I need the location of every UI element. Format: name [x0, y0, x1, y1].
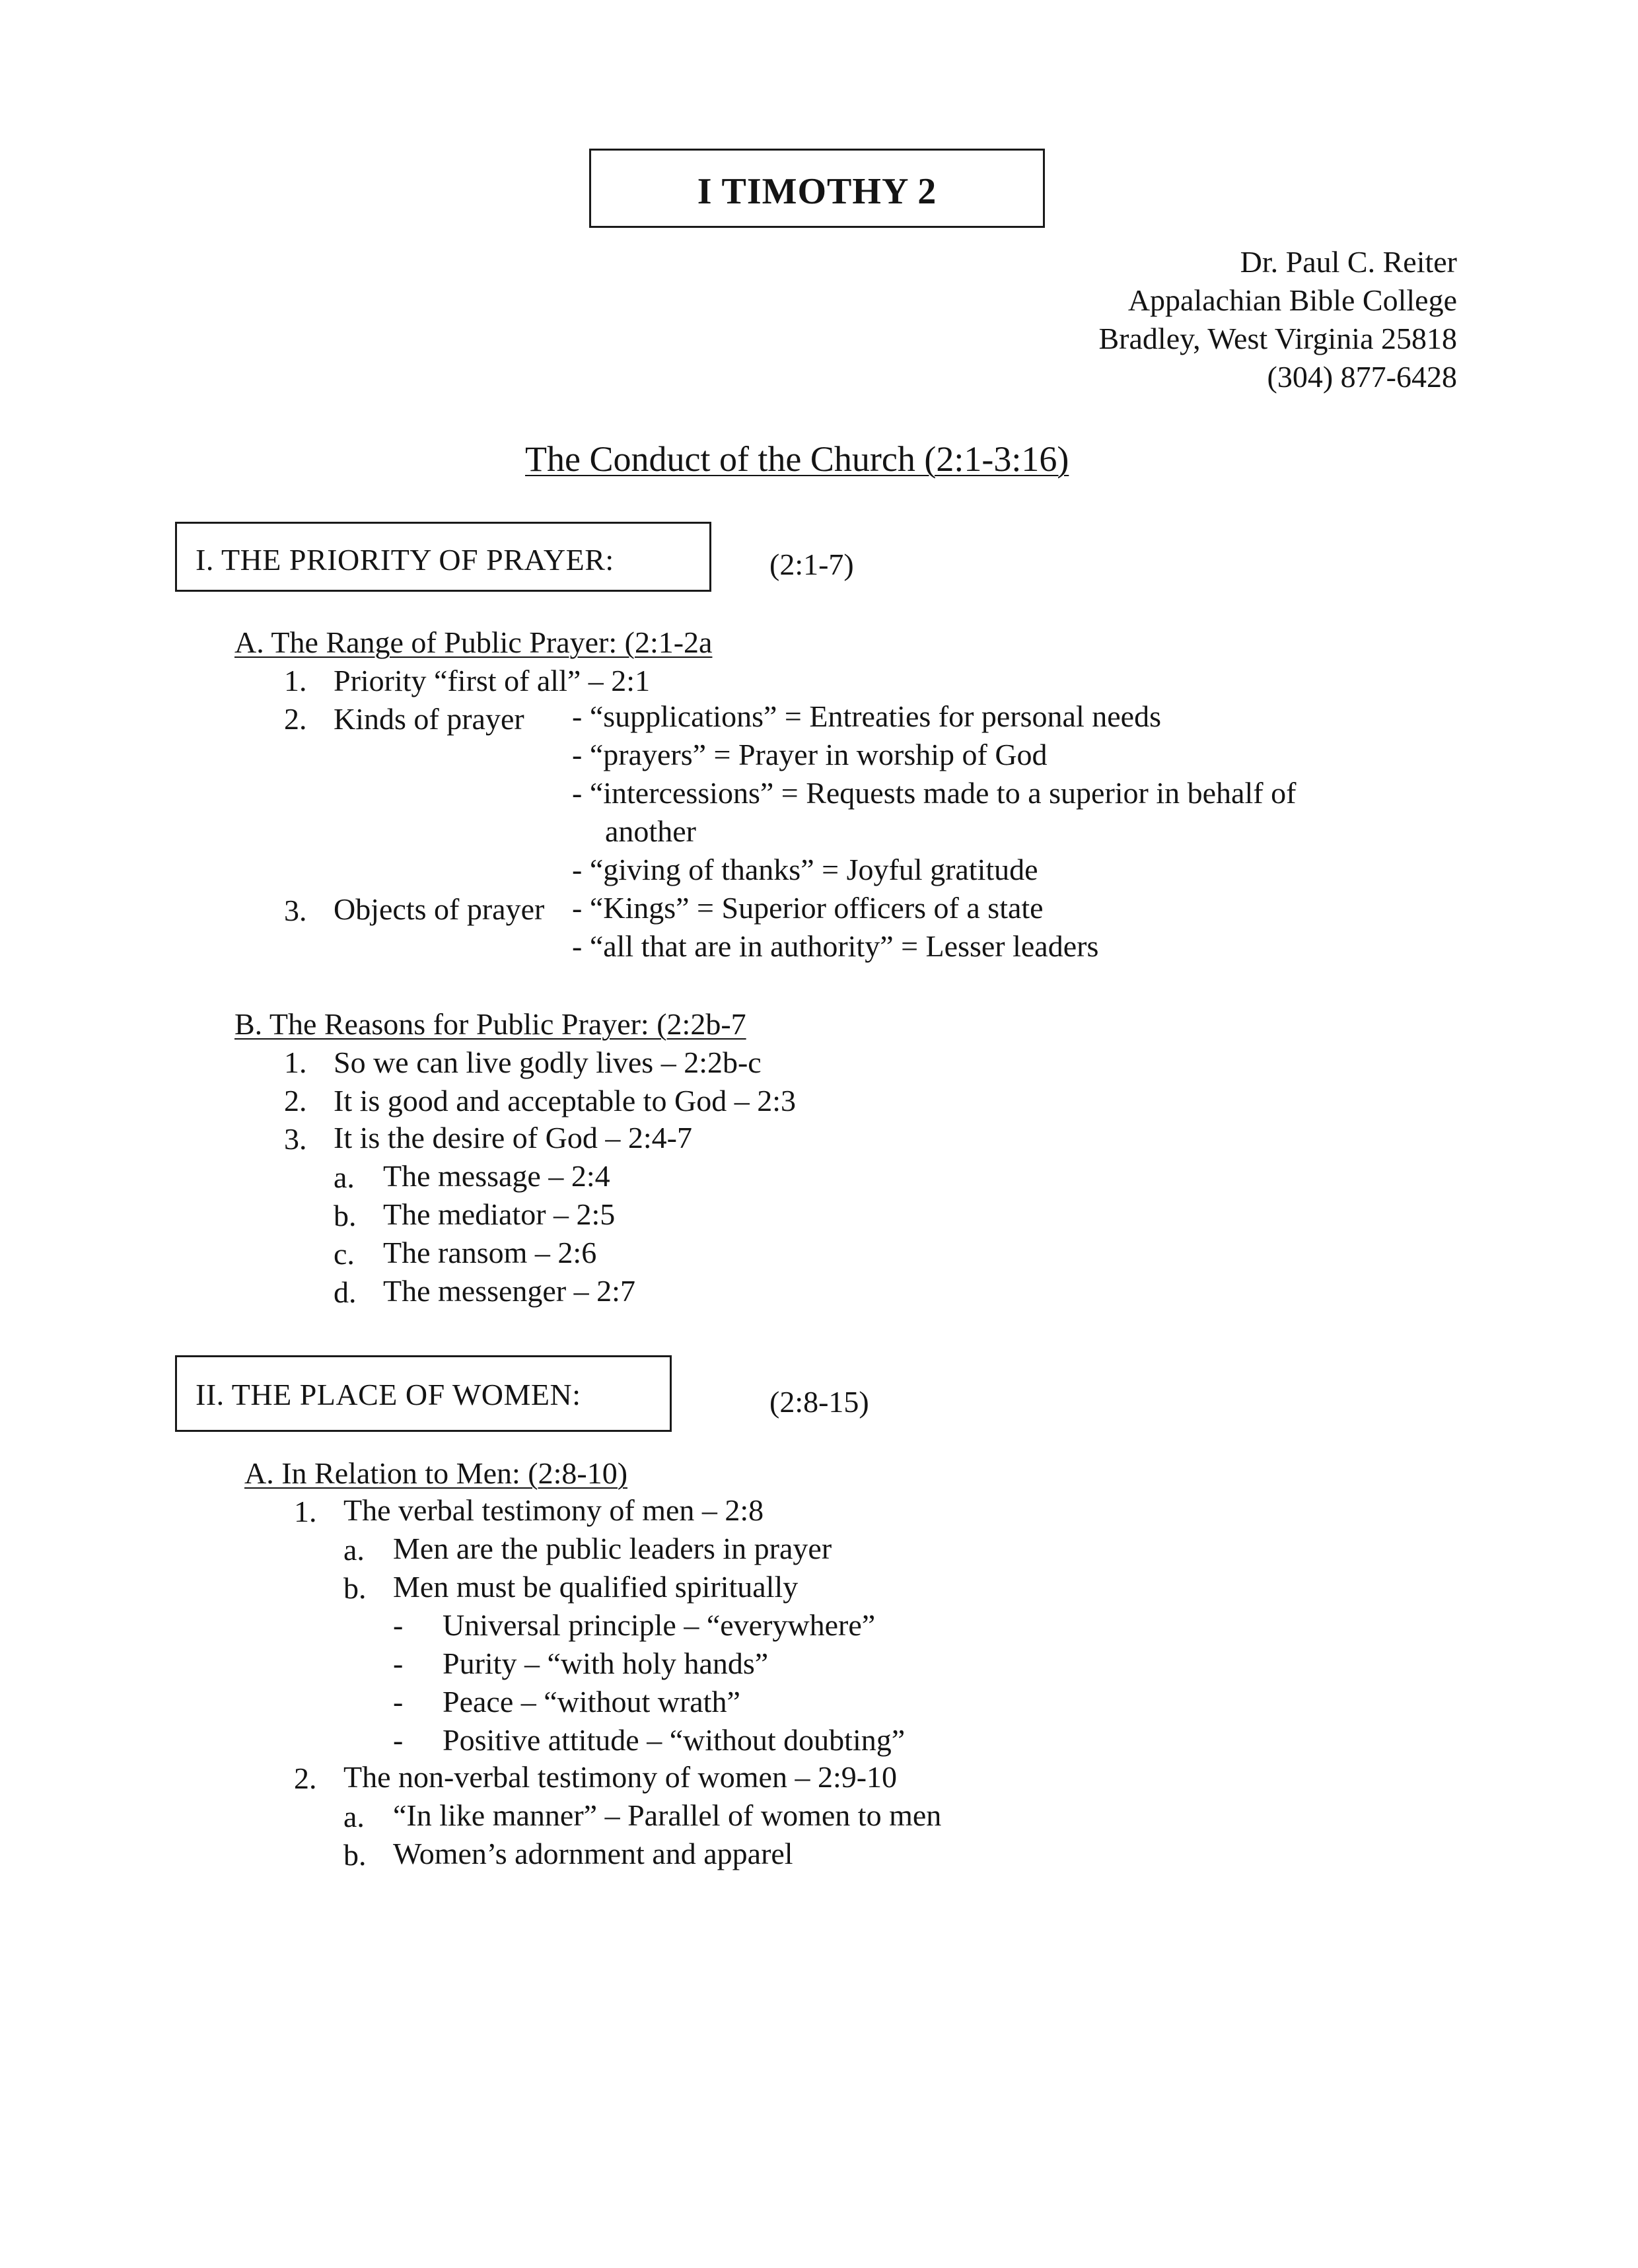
dash-bullet: - — [393, 1723, 404, 1757]
list-item: It is the desire of God – 2:4-7 — [334, 1121, 692, 1154]
prayer-kind-item: - “intercessions” = Requests made to a superior in behalf of — [572, 776, 1297, 810]
list-item: Priority “first of all” – 2:1 — [334, 664, 651, 697]
sub-list-letter: d. — [334, 1275, 357, 1309]
sub-list-item: Men are the public leaders in prayer — [393, 1532, 832, 1565]
section-2-heading: II. THE PLACE OF WOMEN: — [196, 1378, 581, 1411]
list-item: Objects of prayer — [334, 892, 545, 926]
sub-list-letter: b. — [343, 1838, 367, 1872]
section-1-part-b-heading: B. The Reasons for Public Prayer: (2:2b-7 — [234, 1007, 746, 1041]
sub-list-item: Women’s adornment and apparel — [393, 1837, 793, 1870]
dash-item: Positive attitude – “without doubting” — [443, 1723, 906, 1757]
dash-item: Universal principle – “everywhere” — [443, 1608, 876, 1642]
sub-list-item: The ransom – 2:6 — [383, 1236, 597, 1269]
sub-list-letter: b. — [343, 1571, 367, 1605]
list-number: 3. — [284, 894, 307, 927]
prayer-object-item: - “Kings” = Superior officers of a state — [572, 891, 1044, 925]
sub-list-item: Men must be qualified spiritually — [393, 1570, 799, 1604]
list-number: 2. — [284, 1084, 307, 1117]
dash-bullet: - — [393, 1685, 404, 1719]
list-item: The verbal testimony of men – 2:8 — [343, 1493, 764, 1527]
prayer-object-item: - “all that are in authority” = Lesser leaders — [572, 929, 1099, 963]
list-item: It is good and acceptable to God – 2:3 — [334, 1084, 797, 1117]
section-1-heading-box — [175, 522, 711, 592]
section-2-heading-box — [175, 1355, 672, 1432]
section-1-reference: (2:1-7) — [769, 548, 854, 581]
dash-item: Peace – “without wrath” — [443, 1685, 740, 1719]
section-2-part-a-heading: A. In Relation to Men: (2:8-10) — [244, 1456, 628, 1490]
sub-list-letter: b. — [334, 1199, 357, 1232]
list-number: 2. — [294, 1761, 317, 1795]
dash-item: Purity – “with holy hands” — [443, 1647, 769, 1680]
list-number: 2. — [284, 702, 307, 736]
sub-list-letter: a. — [343, 1533, 365, 1567]
sub-list-letter: a. — [343, 1800, 365, 1833]
list-item: The non-verbal testimony of women – 2:9-10 — [343, 1760, 898, 1794]
prayer-kind-item-continuation: another — [605, 814, 696, 848]
institution-name: Appalachian Bible College — [1127, 283, 1457, 317]
page-title: I TIMOTHY 2 — [697, 171, 937, 212]
list-number: 3. — [284, 1122, 307, 1156]
list-item: So we can live godly lives – 2:2b-c — [334, 1045, 762, 1079]
section-1-heading: I. THE PRIORITY OF PRAYER: — [196, 543, 614, 577]
prayer-kind-item: - “giving of thanks” = Joyful gratitude — [572, 853, 1038, 886]
prayer-kind-item: - “supplications” = Entreaties for personal needs — [572, 699, 1161, 733]
title-box — [589, 149, 1045, 228]
dash-bullet: - — [393, 1647, 404, 1680]
list-number: 1. — [284, 664, 307, 697]
address: Bradley, West Virginia 25818 — [1098, 322, 1457, 355]
prayer-kind-item: - “prayers” = Prayer in worship of God — [572, 738, 1048, 771]
document-subtitle: The Conduct of the Church (2:1-3:16) — [525, 439, 1069, 479]
phone-number: (304) 877-6428 — [1267, 360, 1457, 394]
sub-list-letter: a. — [334, 1160, 355, 1194]
sub-list-item: The mediator – 2:5 — [383, 1197, 616, 1231]
sub-list-letter: c. — [334, 1237, 355, 1271]
list-item: Kinds of prayer — [334, 702, 524, 736]
dash-bullet: - — [393, 1608, 404, 1642]
list-number: 1. — [294, 1495, 317, 1528]
section-2-reference: (2:8-15) — [769, 1385, 869, 1419]
sub-list-item: The message – 2:4 — [383, 1159, 610, 1193]
author-name: Dr. Paul C. Reiter — [1240, 245, 1457, 279]
section-1-part-a-heading: A. The Range of Public Prayer: (2:1-2a — [234, 625, 713, 659]
sub-list-item: The messenger – 2:7 — [383, 1274, 635, 1308]
sub-list-item: “In like manner” – Parallel of women to men — [393, 1798, 942, 1832]
list-number: 1. — [284, 1045, 307, 1079]
